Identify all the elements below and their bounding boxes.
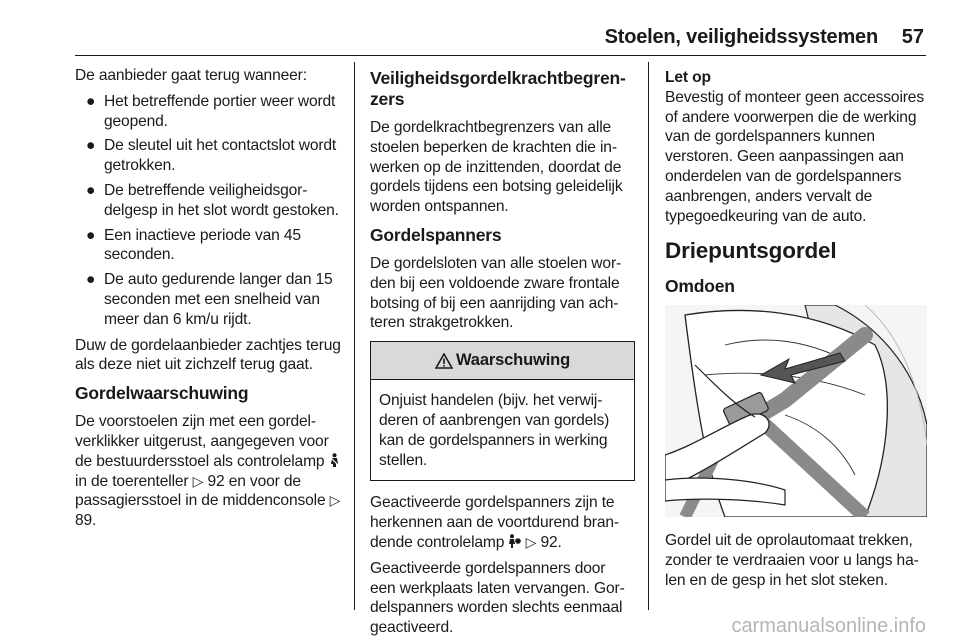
list-item	[75, 226, 343, 266]
watermark: carmanualsonline.info	[731, 615, 926, 637]
activated-pretensioners-text	[370, 493, 635, 552]
seatbelt-reminder-text-part: De voorstoelen zijn met een gordelverklikker uitgerust, aangegeven voor de bestuurdersstoel als controlelamp	[75, 413, 329, 470]
activated-pretensioners-text-part: 92.	[540, 533, 562, 551]
seatbelt-warning-lamp-icon	[329, 453, 340, 468]
list-item-text: De auto gedurende langer dan 15 seconden met een snelheid van meer dan 6 km/u rijdt.	[104, 271, 333, 328]
activated-pretensioners-text-part: Geactiveerde gordelspanners zijn te herkennen aan de voortdurend brandende controlelamp	[370, 494, 620, 551]
page-reference-icon[interactable]: ▷	[329, 492, 341, 509]
page-number: 57	[901, 26, 924, 48]
list-item-text: Het betreffende portier weer wordt geopend.	[104, 92, 336, 130]
bullet-icon: ●	[86, 181, 96, 199]
seatbelt-reminder-text	[75, 412, 343, 531]
bullet-icon: ●	[86, 92, 96, 110]
push-back-text: Duw de gordelaanbieder zachtjes terug als deze niet uit zichzelf terug gaat.	[75, 336, 341, 374]
seatbelt-reminder-text-part: 89.	[75, 512, 97, 530]
list-item	[75, 136, 343, 176]
heading-seatbelt-reminder: Gordelwaarschuwing	[75, 383, 249, 404]
bullet-icon: ●	[86, 271, 96, 289]
note-title: Let op	[665, 69, 711, 86]
pretensioners-text: De gordelsloten van alle stoelen worden bij een voldoende zware frontale botsing of bij een aanrijding van achteren strakgetrokken.	[370, 254, 622, 332]
seatbelt-illustration	[665, 305, 927, 517]
force-limiters-text: De gordelkrachtbegrenzers van alle stoelen beperken de krachten die inwerken op de inzittenden, doordat de gordels tijdens een botsing geleidelijk worden ontspannen.	[370, 119, 623, 216]
list-item-text: De betreffende veiligheidsgordelgesp in het slot wordt gestoken.	[104, 181, 339, 219]
column-1	[75, 66, 343, 537]
column-divider-1	[354, 62, 355, 610]
header-rule	[75, 55, 926, 56]
seatbelt-reminder-text-part: in de toerenteller	[75, 472, 189, 490]
airbag-warning-lamp-icon	[508, 534, 521, 549]
heading-three-point-belt: Driepuntsgordel	[665, 238, 837, 264]
list-item-text: Een inactieve periode van 45 seconden.	[104, 226, 301, 264]
bullet-list	[75, 92, 343, 330]
seatbelt-reminder-text-part: 92 en voor de passagiersstoel in de middenconsole	[75, 472, 326, 510]
intro-text: De aanbieder gaat terug wanneer:	[75, 67, 307, 84]
list-item	[75, 270, 343, 329]
bullet-icon: ●	[86, 137, 96, 155]
warning-title: Waarschuwing	[455, 350, 571, 369]
replace-pretensioners-text: Geactiveerde gordelspanners door een werkplaats laten vervangen. Gordelspanners worden slechts eenmaal geactiveerd.	[370, 559, 625, 637]
list-item	[75, 92, 343, 132]
column-3	[665, 66, 927, 597]
heading-fasten: Omdoen	[665, 276, 735, 297]
seatbelt-illustration-drawing	[665, 305, 927, 517]
warning-box	[370, 341, 635, 481]
bullet-icon: ●	[86, 226, 96, 244]
heading-pretensioners: Gordelspanners	[370, 224, 502, 245]
page-reference-icon[interactable]: ▷	[525, 533, 537, 550]
page-reference-icon[interactable]: ▷	[192, 472, 204, 489]
list-item	[75, 181, 343, 221]
warning-text: Onjuist handelen (bijv. het verwijderen of aanbrengen van gordels) kan de gordelspanners in werking stellen.	[379, 392, 610, 469]
column-2	[370, 66, 635, 644]
list-item-text: De sleutel uit het contactslot wordt getrokken.	[104, 137, 337, 175]
warning-triangle-icon	[435, 353, 453, 369]
note-text: Bevestig of monteer geen accessoires of andere voorwerpen die de werking van de gordelspanners kunnen verstoren. Geen aanpassingen aan onderdelen van de gordelspanners aanbrengen, anders vervalt de typegoedkeuring van de auto.	[665, 88, 924, 225]
column-divider-2	[648, 62, 649, 610]
heading-force-limiters: Veiligheidsgordelkrachtbegrenzers	[370, 68, 626, 109]
warning-header	[371, 342, 634, 380]
page-header	[0, 0, 960, 58]
fasten-text: Gordel uit de oprolautomaat trekken, zonder te verdraaien voor u langs halen en de gesp in het slot steken.	[665, 532, 919, 589]
page-title: Stoelen, veiligheidssystemen	[604, 26, 878, 48]
